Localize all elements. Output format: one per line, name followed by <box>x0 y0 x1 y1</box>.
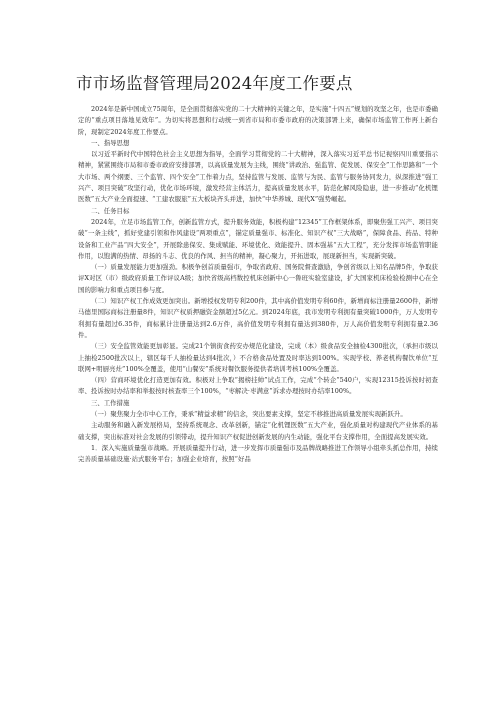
paragraph: 2024年是新中国成立75周年，是全面贯彻落实党的二十大精神的关键之年，是实施“十四五”规划的攻坚之年，也是市委确定的“重点项目落地见效年”。为切实将思想和行动统一到省市局和市委市政府的决策部署上来，确保市场监管工作再上新台阶，现制定2024年度工作要点。 <box>78 105 438 136</box>
section-heading: 二、任务目标 <box>91 206 130 215</box>
section-heading: 一、指导思想 <box>91 138 130 147</box>
paragraph: （一）聚焦聚力全市中心工作，秉承“精益求精”的信念，突出要素支撑，坚定不移推进高质量发展实现新跃升。 <box>91 410 407 419</box>
document-title: 市市场监督管理局2024年度工作要点 <box>76 74 353 93</box>
paragraph: 主动服务和融入新发展格局，坚持系统观念、改革创新，锚定“化机锂医数”五大产业，强化质量对构建现代产业体系的基础支撑，突出标准对社会发展的引领带动，提升知识产权促进创新发展的内生动能，强化平台支撑作用，全面提高发展实效。 <box>78 421 438 441</box>
paragraph: （三）安全监管效能更加彰显。完成21个镇街食药安办规范化建设，完成（本）级食品安全抽检4300批次，（承担市级以上抽检2500批次以上，辖区每千人抽检量达到4批次，）不合格食品处置及时率达到100%。实现学校、养老机构餐饮单位“互联网+明厨亮灶”100%全覆盖，使用“山餐安”系统对餐饮服务提供者培训考核100%全覆盖。 <box>78 342 438 373</box>
paragraph: （二）知识产权工作成效更加突出。新增授权发明专利200件，其中高价值发明专利60件，新增商标注册量2600件，新增马德里国际商标注册量8件，知识产权质押融资金额超过5亿元。到2024年底，我市发明专利拥有量突破1000件，万人发明专利拥有量超过6.35件，商标累计注册量达到2.6万件，高价值发明专利拥有量达到380件，万人高价值发明专利拥有量2.36件。 <box>78 297 438 339</box>
document-body <box>78 104 438 466</box>
paragraph: 2024年，立足市场监管工作，创新监管方式，提升服务效能，积极构建“12345”工作框架体系，即聚焦强工兴产、项目突破“一条主线”，抓好党建引领和作风建设“两项重点”，锚定质量强市、标准化、知识产权“三大战略”，保障食品、药品、特种设备和工业产品“四大安全”，开展除患保安、集成赋能、环境优化、效能提升、固本强基“五大工程”，充分发挥市场监管职能作用，以饱满的热情、昂扬的斗志、优良的作风、担当的精神，凝心聚力，开拓进取，展现新担当，实现新突破。 <box>78 217 438 260</box>
paragraph: （一）质量发展能力更加强劲。积极争创首质量强市，争取省政府、国务院督查激励，争创省级以上知名品牌5件，争取获评X对区（市）级政府质量工作评议A级；加快省级高档数控机床创新中心一鲁班实验室建设，扩大国家机床检验检测中心在全国的影响力和重点项目参与度。 <box>78 263 438 294</box>
paragraph: 1．深入实施质量强市战略。开展质量提升行动，进一步发挥市质量强市及品牌战略推进工作领导小组牵头抓总作用，持续完善质量基础设施·站式服务平台；加强企业培育，按照“好品 <box>78 443 438 464</box>
paragraph: （四）营商环境优化打造更加有效。积极对上争取“揭榜挂帅”试点工作，完成“个转企”540户，实现12315投诉按时初查率、投诉按时办结率和举报按时核查率三个100%，“枣解决·枣满意”诉求办理按时办结率100%。 <box>78 376 438 396</box>
section-heading: 三、工作措施 <box>91 398 130 407</box>
paragraph: 以习近平新时代中国特色社会主义思想为指导，全面学习贯彻党的二十大精神，深入落实习近平总书记视察四川重要指示精神，紧紧围绕市局和市委市政府安排部署，以高质量发展为主线，围绕“讲政治、强监管、促发展、保安全”工作思路和“一个大市场、两个纲要、三个监管、四个安全”工作着力点，坚持监管与发展、监管与为民、监管与服务协同发力，纵深推进“强工兴产、项目突破”攻坚行动，优化市场环境，激发经营主体活力，提高质量发展水平，防范化解风险隐患，进一步推动“化机锂医数”五大产业全面提速、“工建农服旅”五大板块齐头并进，加快“中华养城、现代X”强势崛起。 <box>78 150 438 204</box>
